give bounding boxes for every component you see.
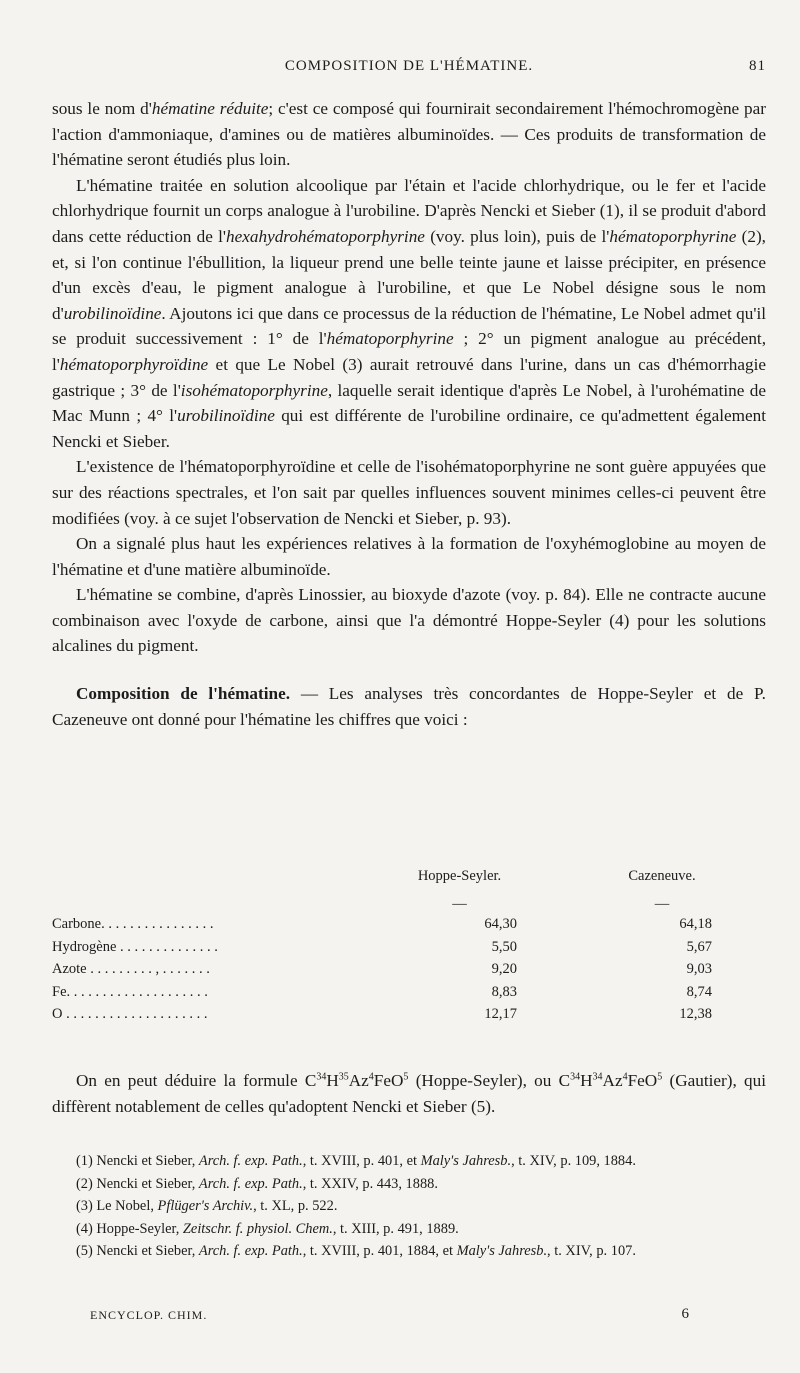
row-label: Azote . . . . . . . . . , . . . . . . .: [52, 961, 210, 977]
paragraph-4: On a signalé plus haut les expériences relatives à la formation de l'oxyhémoglobine au moyen de l'hématine et d'une matière albuminoïde.: [52, 534, 766, 579]
section-heading: Composition de l'hématine.: [76, 684, 291, 704]
p2-italic-l: isohématoporphyrine: [180, 380, 328, 400]
section-intro: — Les analyses très concordantes de Hoppe-Seyler et de P. Cazeneuve ont donné pour l'hématine les chiffres que voici :: [52, 684, 766, 729]
value-hoppe-seyler: 5,50: [491, 938, 517, 955]
p2-text-o: qui est différente de l'urobiline ordinaire, ce qu'admettent également Nencki et Sieber.: [52, 406, 767, 451]
value-cazeneuve: 5,67: [686, 938, 712, 955]
footnote: [52, 1240, 766, 1263]
footnote: [52, 1173, 766, 1196]
p2-text-i: ; 2° un pigment analogue au précédent, l': [52, 329, 766, 374]
footnote-1-mid: , t. XVIII, p. 401, et: [302, 1153, 421, 1169]
value-cazeneuve: 8,74: [686, 983, 712, 1000]
formula-s8: 5: [657, 1071, 663, 1083]
p2-text-a: L'hématine traitée en solution alcoolique par l'étain et l'acide chlorhydrique, ou le fer et l'acide chlorhydrique fournit un corps analogue à l'urobiline. D'après Nencki et Sieber (1), il se produit d'abord dans cette réduction de l': [52, 175, 766, 246]
row-label: Fe. . . . . . . . . . . . . . . . . . . .: [52, 983, 208, 1000]
formula-t5: (Hoppe-Seyler), ou C: [408, 1071, 571, 1090]
p1-text-c: ; c'est ce composé qui fournirait secondairement l'hémochromogène par l'action d'ammoniaque, d'amines ou de matières albuminoïdes. — Ces produits de transformation de l'hématine seront étudiés plus loin.: [52, 99, 767, 170]
formula-t4: FeO: [373, 1071, 404, 1090]
footnote-5-post: , t. XIV, p. 107.: [547, 1243, 636, 1259]
p2-italic-h: hématoporphyrine: [326, 329, 454, 349]
formula-s1: 34: [316, 1071, 327, 1083]
footnote-3-mid: , t. XL, p. 522.: [253, 1198, 338, 1214]
column-header-cazeneuve: Cazeneuve.: [628, 868, 696, 884]
dash-hoppe-seyler: —: [452, 896, 467, 912]
formula-s6: 34: [592, 1071, 603, 1083]
running-head-title: COMPOSITION DE L'HÉMATINE.: [284, 58, 534, 74]
p2-italic-n: urobilinoïdine: [177, 406, 275, 426]
value-cazeneuve: 9,03: [686, 961, 712, 977]
composition-table: [52, 868, 766, 1029]
footnote-1-pre: (1) Nencki et Sieber,: [76, 1153, 199, 1169]
paragraph-2: [52, 173, 766, 455]
value-hoppe-seyler: 12,17: [484, 1006, 517, 1022]
value-hoppe-seyler: 9,20: [491, 961, 517, 977]
footnote-5-journal2: Maly's Jahresb.: [456, 1243, 548, 1259]
formula-t8: FeO: [627, 1071, 658, 1090]
page-footer: [90, 1308, 690, 1326]
p2-text-e: (2), et, si l'on continue l'ébullition, la liqueur prend une belle teinte jaune et laisse précipiter, en présence d'un excès d'eau, le pigment analogue à l'urobiline, et que Le Nobel désigne sous le nom d': [52, 226, 766, 323]
paragraph-1: [52, 96, 766, 173]
formula-t2: H: [326, 1071, 339, 1090]
signature-label: ENCYCLOP. CHIM.: [90, 1308, 208, 1322]
signature-number: 6: [681, 1306, 690, 1322]
p2-text-g: . Ajoutons ici que dans ce processus de la réduction de l'hématine, Le Nobel admet qu'il se produit successivement : 1° de l': [52, 303, 766, 349]
footnote: [52, 1195, 766, 1218]
table-header: [52, 868, 766, 896]
paragraph-composition: [52, 681, 766, 732]
formula-text: [52, 1068, 766, 1120]
p2-italic-b: hexahydrohématoporphyrine: [226, 226, 425, 246]
footnote-2-journal: Arch. f. exp. Path.: [198, 1175, 303, 1192]
table-row: [52, 939, 766, 962]
p2-text-m: , laquelle serait identique d'après Le Nobel, à l'urohématine de Mac Munn ; 4° l': [52, 380, 766, 426]
p2-italic-f: urobilinoïdine: [63, 303, 162, 323]
footnote-4-pre: (4) Hoppe-Seyler,: [76, 1220, 183, 1237]
formula-s5: 34: [570, 1071, 581, 1083]
column-header-hoppe-seyler: Hoppe-Seyler.: [417, 868, 502, 884]
formula-s4: 5: [403, 1071, 409, 1083]
footnote-1-post: , t. XIV, p. 109, 1884.: [511, 1153, 636, 1169]
row-label: Carbone. . . . . . . . . . . . . . . .: [52, 916, 214, 932]
footnote-2-pre: (2) Nencki et Sieber,: [76, 1175, 199, 1192]
table-row: [52, 916, 766, 939]
footnotes: [52, 1150, 766, 1263]
value-cazeneuve: 64,18: [679, 916, 712, 932]
value-hoppe-seyler: 64,30: [484, 916, 517, 932]
formula-t3: Az: [348, 1071, 369, 1090]
p1-text-a: sous le nom d': [52, 99, 152, 118]
formula-paragraph: [52, 1068, 766, 1120]
formula-s3: 4: [368, 1071, 374, 1083]
footnote-3-pre: (3) Le Nobel,: [76, 1198, 158, 1214]
p2-italic-d: hématoporphyrine: [609, 226, 737, 246]
footnote-5-mid: , t. XVIII, p. 401, 1884, et: [302, 1243, 457, 1259]
row-label: O . . . . . . . . . . . . . . . . . . . .: [52, 1006, 208, 1022]
p2-text-c: (voy. plus loin), puis de l': [424, 226, 610, 246]
p2-text-k: et que Le Nobel (3) aurait retrouvé dans l'urine, dans un cas d'hémorrhagie gastrique ; 3° de l': [52, 354, 766, 400]
footnote-1-journal: Arch. f. exp. Path.: [198, 1153, 303, 1169]
p1-italic-term: hématine réduite: [151, 99, 269, 118]
footnote-5-journal: Arch. f. exp. Path.: [198, 1243, 303, 1259]
footnote-4-mid: , t. XIII, p. 491, 1889.: [332, 1220, 459, 1237]
body-text: [52, 96, 766, 732]
formula-t9: (Gautier), qui diffèrent notablement de celles qu'adoptent Nencki et Sieber (5).: [52, 1071, 766, 1116]
footnote-5-pre: (5) Nencki et Sieber,: [76, 1243, 199, 1259]
formula-s7: 4: [622, 1071, 628, 1083]
footnote: [52, 1218, 766, 1241]
p2-italic-j: hématoporphyroïdine: [59, 354, 209, 374]
formula-t7: Az: [602, 1071, 623, 1090]
footnote: [52, 1150, 766, 1173]
running-head: [52, 58, 766, 86]
footnote-1-journal2: Maly's Jahresb.: [420, 1153, 512, 1169]
paragraph-5: L'hématine se combine, d'après Linossier, au bioxyde d'azote (voy. p. 84). Elle ne contracte aucune combinaison avec l'oxyde de carbone, ainsi que l'a démontré Hoppe-Seyler (4) pour les solutions alcalines du pigment.: [52, 585, 766, 656]
formula-t1: On en peut déduire la formule C: [76, 1071, 317, 1090]
table-row: [52, 961, 766, 984]
table-row: [52, 984, 766, 1007]
value-hoppe-seyler: 8,83: [491, 983, 517, 1000]
formula-t6: H: [580, 1071, 593, 1090]
value-cazeneuve: 12,38: [679, 1006, 712, 1022]
footnote-3-journal: Pflüger's Archiv.: [157, 1198, 254, 1214]
row-label: Hydrogène . . . . . . . . . . . . . .: [52, 938, 218, 955]
dash-cazeneuve: —: [654, 896, 670, 912]
table-row: [52, 1006, 766, 1029]
paragraph-3: L'existence de l'hématoporphyroïdine et celle de l'isohématoporphyrine ne sont guère appuyées que sur des réactions spectrales, et l'on sait par quelles influences souvent minimes celles-ci peuvent être modifiées (voy. à ce sujet l'observation de Nencki et Sieber, p. 93).: [52, 457, 766, 528]
formula-s2: 35: [338, 1071, 349, 1083]
page-number: 81: [749, 58, 766, 74]
footnote-2-mid: , t. XXIV, p. 443, 1888.: [302, 1175, 438, 1192]
footnote-4-journal: Zeitschr. f. physiol. Chem.: [182, 1220, 333, 1237]
header-dashes: [52, 896, 766, 916]
